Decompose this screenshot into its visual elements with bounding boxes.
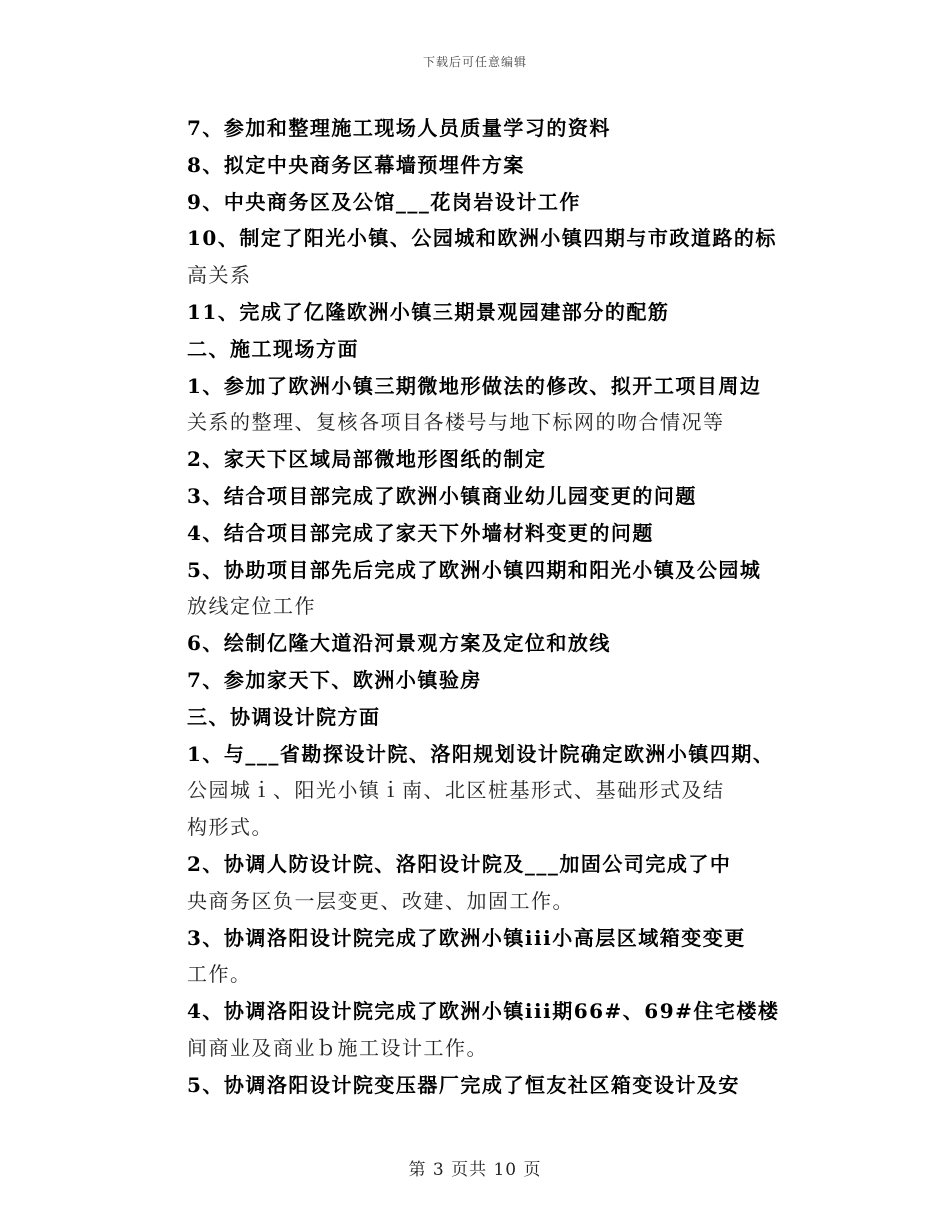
document-line: 5、协调洛阳设计院变压器厂完成了恒友社区箱变设计及安 bbox=[187, 1072, 740, 1097]
document-line: 8、拟定中央商务区幕墙预埋件方案 bbox=[187, 152, 525, 177]
document-line: 1、参加了欧洲小镇三期微地形做法的修改、拟开工项目周边 bbox=[187, 373, 762, 398]
document-line: 2、协调人防设计院、洛阳设计院及___加固公司完成了中 bbox=[187, 851, 732, 876]
document-line: 2、家天下区域局部微地形图纸的制定 bbox=[187, 447, 547, 472]
document-line: 9、中央商务区及公馆___花岗岩设计工作 bbox=[187, 189, 581, 214]
document-line: 关系的整理、复核各项目各楼号与地下标网的吻合情况等 bbox=[187, 410, 725, 435]
document-line: 7、参加家天下、欧洲小镇验房 bbox=[187, 667, 482, 692]
document-line: 10、制定了阳光小镇、公园城和欧洲小镇四期与市政道路的标 bbox=[187, 226, 777, 251]
document-line: 4、协调洛阳设计院完成了欧洲小镇iii期66#、69#住宅楼楼 bbox=[187, 999, 780, 1024]
document-line: 1、与___省勘探设计院、洛阳规划设计院确定欧洲小镇四期、 bbox=[187, 741, 775, 766]
document-line: 3、结合项目部完成了欧洲小镇商业幼儿园变更的问题 bbox=[187, 483, 697, 508]
document-line: 7、参加和整理施工现场人员质量学习的资料 bbox=[187, 116, 611, 140]
document-line: 构形式。 bbox=[187, 815, 273, 840]
document-line: 高关系 bbox=[187, 263, 252, 288]
document-line: 6、绘制亿隆大道沿河景观方案及定位和放线 bbox=[187, 631, 611, 656]
document-line: 央商务区负一层变更、改建、加固工作。 bbox=[187, 888, 574, 913]
document-line: 4、结合项目部完成了家天下外墙材料变更的问题 bbox=[187, 520, 654, 545]
page-footer: 第 3 页共 10 页 bbox=[408, 1160, 542, 1180]
document-line: 3、协调洛阳设计院完成了欧洲小镇iii小高层区域箱变变更 bbox=[187, 925, 746, 950]
document-line: 放线定位工作 bbox=[187, 594, 316, 619]
document-line: 三、协调设计院方面 bbox=[187, 704, 381, 729]
document-line: 11、完成了亿隆欧洲小镇三期景观园建部分的配筋 bbox=[187, 299, 670, 324]
document-line: 工作。 bbox=[187, 962, 252, 987]
document-line: 间商业及商业ｂ施工设计工作。 bbox=[187, 1035, 488, 1060]
page-header: 下载后可任意编辑 bbox=[422, 55, 527, 69]
document-body bbox=[187, 110, 787, 1104]
document-line: 二、施工现场方面 bbox=[187, 336, 359, 361]
document-line: 5、协助项目部先后完成了欧洲小镇四期和阳光小镇及公园城 bbox=[187, 557, 762, 582]
document-line: 公园城ｉ、阳光小镇ｉ南、北区桩基形式、基础形式及结 bbox=[187, 778, 725, 803]
